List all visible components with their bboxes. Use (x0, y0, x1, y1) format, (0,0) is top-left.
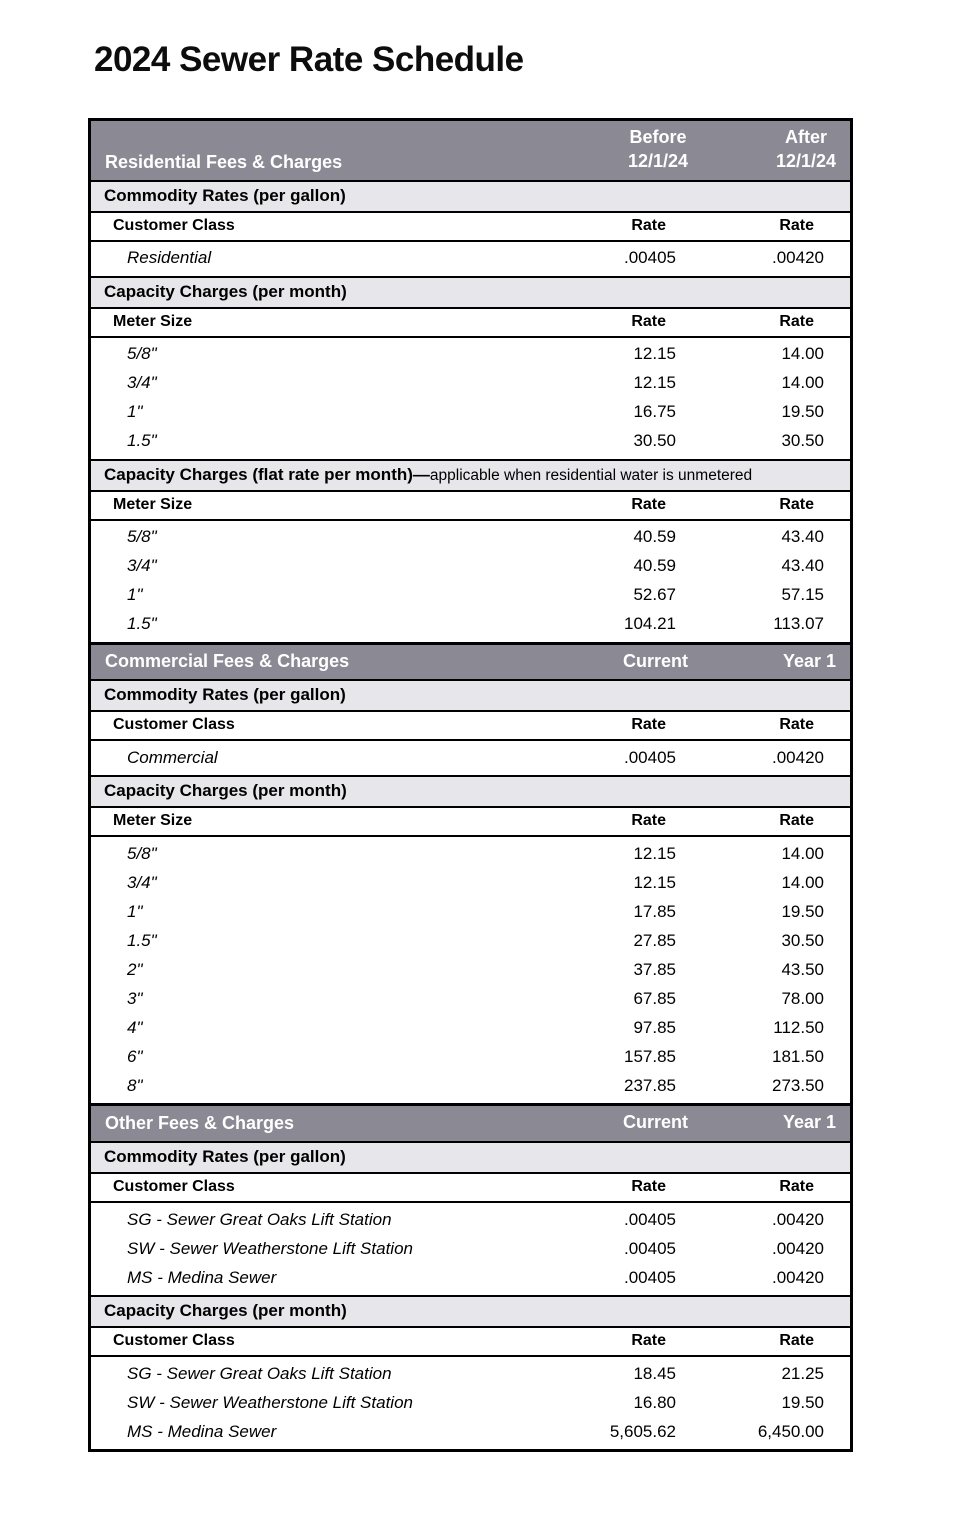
rate-value-col2: 273.50 (772, 1075, 824, 1095)
rate-column-header-1: Rate (631, 812, 666, 830)
rate-value-col1: 12.15 (633, 843, 676, 863)
table-row (91, 1042, 850, 1071)
rate-column-header-1: Rate (631, 216, 666, 234)
rate-column-header-1: Rate (631, 1332, 666, 1349)
rate-value-col1: 12.15 (633, 373, 676, 392)
rate-value-col2: 113.07 (773, 614, 824, 633)
row-label: 6" (127, 1046, 143, 1066)
rate-value-col2: 19.50 (781, 1392, 824, 1412)
period-header-line: 12/1/24 (775, 150, 836, 171)
table-row (91, 244, 850, 273)
table-row (91, 743, 850, 772)
subsection-title: Commodity Rates (per gallon) (104, 185, 346, 205)
table-row (91, 926, 850, 955)
rate-value-col1: 52.67 (633, 585, 676, 604)
section-header-commercial (91, 642, 850, 680)
subsection-band (91, 775, 850, 808)
section-title: Other Fees & Charges (105, 1113, 295, 1133)
rate-column-header-2: Rate (779, 716, 814, 734)
table-row (91, 581, 850, 610)
data-rows (91, 741, 850, 775)
rate-value-col1: 12.15 (633, 872, 676, 892)
row-label: Residential (127, 248, 212, 267)
rate-column-header-2: Rate (779, 1178, 814, 1195)
table-row (91, 610, 850, 639)
rate-value-col1: 67.85 (633, 988, 676, 1008)
subsection-band (91, 1295, 850, 1328)
row-label: 2" (127, 959, 143, 979)
period-header-line: Year 1 (782, 650, 836, 671)
data-rows (91, 521, 850, 642)
column-header-row (91, 309, 850, 338)
row-category-label: Customer Class (113, 1332, 235, 1349)
rate-value-col2: 43.40 (781, 556, 824, 575)
period-column-header (702, 650, 850, 674)
table-row (91, 1359, 850, 1388)
rate-value-col1: .00405 (624, 248, 676, 267)
row-label: 5/8" (127, 843, 157, 863)
subsection-band (91, 459, 850, 492)
row-category-label: Meter Size (113, 495, 193, 513)
row-label: 3" (127, 988, 143, 1008)
row-label: 4" (127, 1017, 143, 1037)
row-label: 1.5" (127, 431, 157, 450)
rate-value-col2: .00420 (772, 248, 824, 267)
table-row (91, 1388, 850, 1417)
row-category-label: Customer Class (113, 716, 235, 734)
period-column-header-text (783, 1111, 836, 1135)
subsection-title: Capacity Charges (per month) (104, 781, 347, 801)
rate-value-col2: 19.50 (781, 402, 824, 421)
period-header-line: After (784, 127, 827, 147)
table-row (91, 1263, 850, 1292)
rate-table (88, 118, 853, 1452)
table-row (91, 1205, 850, 1234)
row-label: MS - Medina Sewer (127, 1267, 277, 1287)
rate-value-col1: 104.21 (624, 614, 676, 633)
rate-value-col1: 30.50 (633, 431, 676, 450)
table-row (91, 1417, 850, 1446)
row-label: 5/8" (127, 527, 157, 546)
row-label: 5/8" (127, 344, 157, 363)
period-header-line: Current (622, 650, 688, 671)
rate-value-col2: 43.40 (781, 527, 824, 546)
table-row (91, 839, 850, 868)
data-rows (91, 1203, 850, 1295)
subsection-note: applicable when residential water is unmetered (429, 466, 753, 484)
rate-value-col2: 6,450.00 (757, 1421, 824, 1441)
row-category-label: Customer Class (113, 216, 235, 234)
rate-value-col1: 5,605.62 (609, 1421, 676, 1441)
rate-value-col2: .00420 (772, 747, 824, 767)
row-label: MS - Medina Sewer (127, 1421, 277, 1441)
rate-value-col1: 40.59 (633, 556, 676, 575)
rate-column-header-1: Rate (631, 495, 666, 513)
column-header-row (91, 492, 850, 521)
rate-value-col2: 30.50 (781, 431, 824, 450)
rate-value-col2: 14.00 (781, 373, 824, 392)
period-column-header-text (623, 1111, 688, 1135)
subsection-title: Commodity Rates (per gallon) (104, 1147, 346, 1166)
period-column-header (702, 1111, 850, 1135)
rate-value-col1: 17.85 (633, 901, 676, 921)
rate-value-col1: 97.85 (633, 1017, 676, 1037)
period-column-header (554, 126, 702, 174)
rate-value-col1: 12.15 (633, 344, 676, 363)
data-rows (91, 338, 850, 459)
rate-value-col1: .00405 (624, 1238, 676, 1258)
rate-column-header-1: Rate (631, 716, 666, 734)
column-header-row (91, 808, 850, 837)
table-row (91, 552, 850, 581)
data-rows (91, 1357, 850, 1449)
row-label: SG - Sewer Great Oaks Lift Station (127, 1363, 392, 1383)
table-row (91, 398, 850, 427)
column-header-row (91, 712, 850, 741)
column-header-row (91, 213, 850, 242)
rate-value-col2: 57.15 (781, 585, 824, 604)
period-header-line: Year 1 (782, 1112, 836, 1133)
rate-value-col1: 237.85 (624, 1075, 676, 1095)
rate-column-header-1: Rate (631, 1178, 666, 1195)
page-title: 2024 Sewer Rate Schedule (94, 40, 524, 79)
rate-value-col1: 40.59 (633, 527, 676, 546)
rate-value-col1: 27.85 (633, 930, 676, 950)
rate-value-col2: 14.00 (781, 344, 824, 363)
rate-column-header-2: Rate (779, 312, 814, 330)
row-label: 1" (127, 901, 143, 921)
data-rows (91, 242, 850, 276)
rate-value-col1: .00405 (624, 1209, 676, 1229)
subsection-title: Capacity Charges (per month) (104, 281, 347, 301)
section-header-residential (91, 121, 850, 180)
period-column-header (554, 1111, 702, 1135)
table-row (91, 897, 850, 926)
period-column-header-text (628, 126, 688, 174)
period-column-header-text (623, 650, 688, 674)
rate-value-col1: 37.85 (633, 959, 676, 979)
section-title: Commercial Fees & Charges (105, 651, 350, 672)
table-row (91, 340, 850, 369)
period-column-header-text (783, 650, 836, 674)
table-row (91, 868, 850, 897)
row-label: Commercial (127, 747, 218, 767)
table-row (91, 427, 850, 456)
subsection-band (91, 180, 850, 213)
rate-column-header-1: Rate (631, 312, 666, 330)
rate-value-col2: .00420 (772, 1267, 824, 1287)
row-label: SW - Sewer Weatherstone Lift Station (127, 1392, 413, 1412)
rate-value-col2: 112.50 (773, 1017, 824, 1037)
row-label: 1.5" (127, 614, 157, 633)
table-row (91, 523, 850, 552)
row-category-label: Meter Size (113, 812, 193, 830)
table-row (91, 955, 850, 984)
row-label: 3/4" (127, 373, 157, 392)
row-label: 3/4" (127, 556, 157, 575)
row-label: 3/4" (127, 872, 157, 892)
row-label: SG - Sewer Great Oaks Lift Station (127, 1209, 392, 1229)
rate-column-header-2: Rate (779, 216, 814, 234)
rate-value-col2: 14.00 (781, 843, 824, 863)
row-category-label: Customer Class (113, 1178, 235, 1195)
section-header-other (91, 1103, 850, 1141)
row-category-label: Meter Size (113, 312, 193, 330)
period-column-header (702, 126, 850, 174)
row-label: 1" (127, 402, 143, 421)
subsection-band (91, 276, 850, 309)
rate-value-col2: 14.00 (781, 872, 824, 892)
rate-value-col2: 19.50 (781, 901, 824, 921)
rate-value-col2: 30.50 (781, 930, 824, 950)
period-header-line: 12/1/24 (627, 150, 688, 171)
rate-column-header-2: Rate (779, 1332, 814, 1349)
subsection-title: Capacity Charges (flat rate per month)— (104, 464, 430, 484)
period-header-line: Before (629, 127, 687, 147)
column-header-row (91, 1174, 850, 1203)
subsection-band (91, 1141, 850, 1174)
rate-value-col2: 78.00 (781, 988, 824, 1008)
rate-value-col1: 157.85 (624, 1046, 676, 1066)
period-header-line: Current (622, 1112, 688, 1133)
rate-value-col1: .00405 (624, 747, 676, 767)
rate-value-col1: 16.80 (633, 1392, 676, 1412)
table-row (91, 984, 850, 1013)
row-label: SW - Sewer Weatherstone Lift Station (127, 1238, 413, 1258)
rate-value-col2: 43.50 (781, 959, 824, 979)
section-title: Residential Fees & Charges (105, 151, 343, 172)
column-header-row (91, 1328, 850, 1357)
subsection-title: Capacity Charges (per month) (104, 1301, 347, 1320)
table-row (91, 369, 850, 398)
rate-value-col2: 181.50 (772, 1046, 824, 1066)
table-row (91, 1071, 850, 1100)
rate-value-col2: .00420 (772, 1209, 824, 1229)
rate-value-col1: .00405 (624, 1267, 676, 1287)
period-column-header (554, 650, 702, 674)
subsection-band (91, 679, 850, 712)
rate-column-header-2: Rate (779, 812, 814, 830)
table-row (91, 1234, 850, 1263)
period-column-header-text (776, 126, 836, 174)
row-label: 1" (127, 585, 143, 604)
rate-value-col2: 21.25 (781, 1363, 824, 1383)
row-label: 1.5" (127, 930, 157, 950)
data-rows (91, 837, 850, 1103)
subsection-title: Commodity Rates (per gallon) (104, 685, 346, 705)
table-row (91, 1013, 850, 1042)
rate-value-col1: 16.75 (633, 402, 676, 421)
rate-column-header-2: Rate (779, 495, 814, 513)
rate-value-col2: .00420 (772, 1238, 824, 1258)
row-label: 8" (127, 1075, 143, 1095)
rate-value-col1: 18.45 (633, 1363, 676, 1383)
